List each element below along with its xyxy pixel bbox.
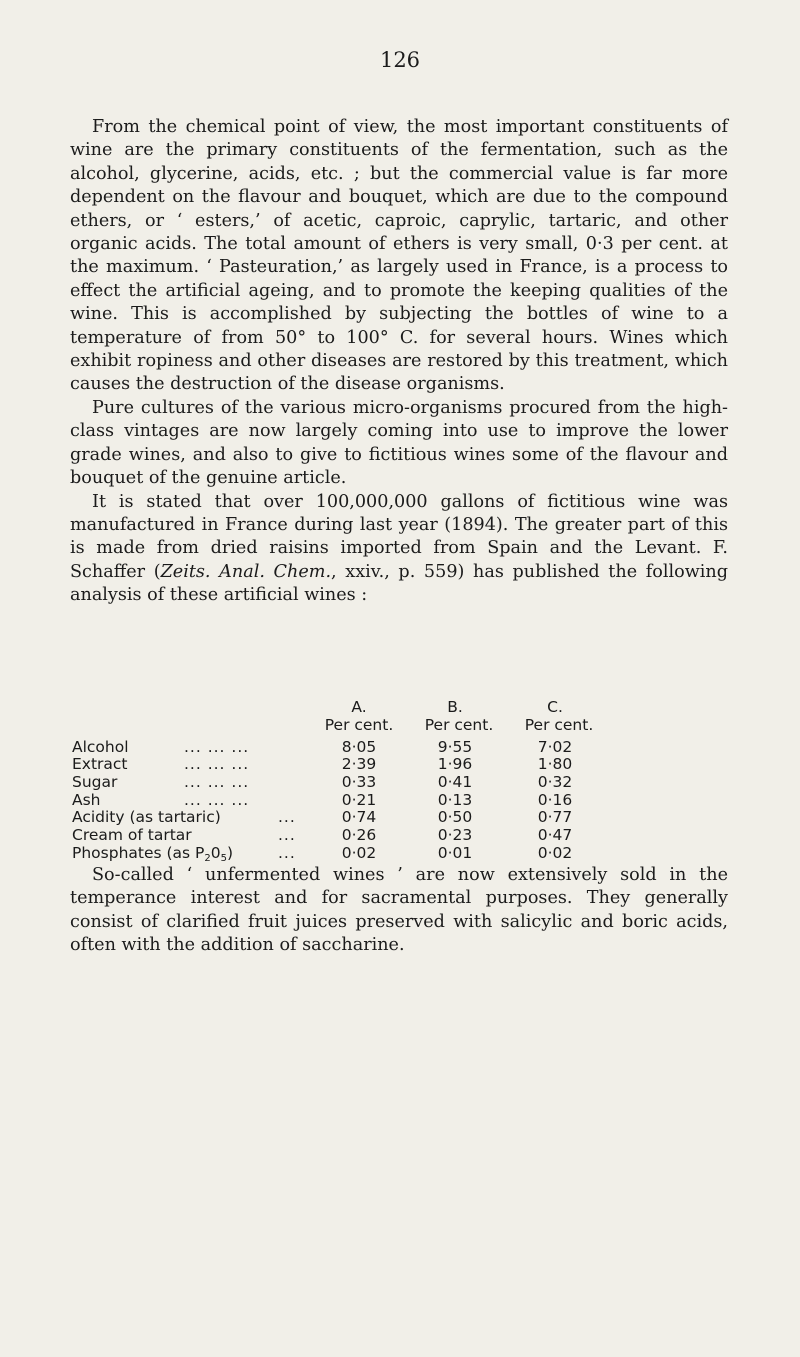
- value-c: 0·47: [537, 826, 573, 845]
- value-c: 0·77: [537, 808, 573, 827]
- row-label: Ash: [72, 790, 101, 809]
- leader-dots: ...: [278, 808, 296, 827]
- column-header-c: C.: [547, 698, 563, 716]
- value-b: 0·01: [437, 843, 473, 862]
- value-c: 0·16: [537, 790, 573, 809]
- table-row: [72, 739, 732, 757]
- value-a: 0·02: [341, 843, 377, 862]
- value-a: 0·21: [341, 790, 377, 809]
- table-row: [72, 809, 732, 827]
- value-b: 1·96: [437, 755, 473, 774]
- paragraph-pure-cultures: Pure cultures of the various micro-organisms procured from the high-class vintages are now largely coming into use to improve the lower grade wines, and also to give to fictitious wines some of the flavour and bouquet of the genuine article.: [70, 397, 728, 489]
- table-row: [72, 827, 732, 845]
- unit-header-b: Per cent.: [424, 715, 494, 734]
- leader-dots: ... ... ...: [184, 790, 250, 809]
- unit-header-c: Per cent.: [524, 715, 594, 734]
- leader-dots: ... ... ...: [184, 737, 250, 756]
- column-header-a: A.: [351, 698, 367, 716]
- table-row: [72, 774, 732, 792]
- row-label: Cream of tartar: [72, 826, 192, 845]
- page-number: 126: [379, 48, 421, 72]
- row-label: Alcohol: [72, 737, 129, 756]
- analysis-table: [72, 699, 732, 863]
- row-label: Extract: [72, 755, 128, 774]
- value-a: 8·05: [341, 737, 377, 756]
- table-row: [72, 792, 732, 810]
- table-unit-row: [72, 717, 732, 739]
- table-column-header-row: [72, 699, 732, 717]
- paragraph-chemistry: From the chemical point of view, the most important constituents of wine are the primary constituents of the fermentation, such as the alcohol, glycerine, acids, etc. ; but the commercial value is far more dependent on the flavour and bouquet, which are due to the compound ethers, or ‘ esters,’ of acetic, caproic, caprylic, tartaric, and other organic acids. The total amount of ethers is very small, 0·3 per cent. at the maximum. ‘ Pasteuration,’ as largely used in France, is a process to effect the artificial ageing, and to promote the keeping qualities of the wine. This is accomplished by subjecting the bottles of wine to a temperature of from 50° to 100° C. for several hours. Wines which exhibit ropiness and other diseases are restored by this treatment, which causes the destruction of the disease organisms.: [70, 117, 728, 395]
- value-b: 0·23: [437, 826, 473, 845]
- value-b: 0·13: [437, 790, 473, 809]
- row-label: Phosphates (as $P_20_5$): [72, 843, 234, 864]
- body-text-bottom: [70, 864, 728, 958]
- paragraph-text: It is stated that over 100,000,000 gallons of fictitious wine was manufactured in France during last year (1894). The greater part of this is made from dried raisins imported from Spain and the Levant. F. Schaffer (: [70, 491, 728, 582]
- value-c: 1·80: [537, 755, 573, 774]
- table-row: [72, 845, 732, 863]
- value-a: 0·26: [341, 826, 377, 845]
- table-row: [72, 756, 732, 774]
- body-text-top: [70, 116, 728, 608]
- value-a: 0·33: [341, 773, 377, 792]
- leader-dots: ... ... ...: [184, 773, 250, 792]
- value-b: 9·55: [437, 737, 473, 756]
- value-c: 0·02: [537, 843, 573, 862]
- row-label: Sugar: [72, 773, 118, 792]
- value-c: 0·32: [537, 773, 573, 792]
- leader-dots: ... ... ...: [184, 755, 250, 774]
- paragraph-unfermented-wines: So-called ‘ unfermented wines ’ are now extensively sold in the temperance interest and for sacramental purposes. They generally consist of clarified fruit juices preserved with salicylic and boric acids, often with the addition of saccharine.: [70, 865, 728, 956]
- leader-dots: ...: [278, 826, 296, 845]
- value-b: 0·41: [437, 773, 473, 792]
- leader-dots: ...: [278, 843, 296, 862]
- paragraph-text: , xxiv., p. 559) has published the following analysis of these artificial wines :: [70, 561, 728, 606]
- row-label: Acidity (as tartaric): [72, 808, 221, 827]
- value-b: 0·50: [437, 808, 473, 827]
- journal-citation: Zeits. Anal. Chem.: [160, 561, 332, 582]
- unit-header-a: Per cent.: [324, 715, 394, 734]
- column-header-b: B.: [447, 698, 463, 716]
- value-c: 7·02: [537, 737, 573, 756]
- paragraph-fictitious-wine: [70, 491, 728, 608]
- value-a: 2·39: [341, 755, 377, 774]
- value-a: 0·74: [341, 808, 377, 827]
